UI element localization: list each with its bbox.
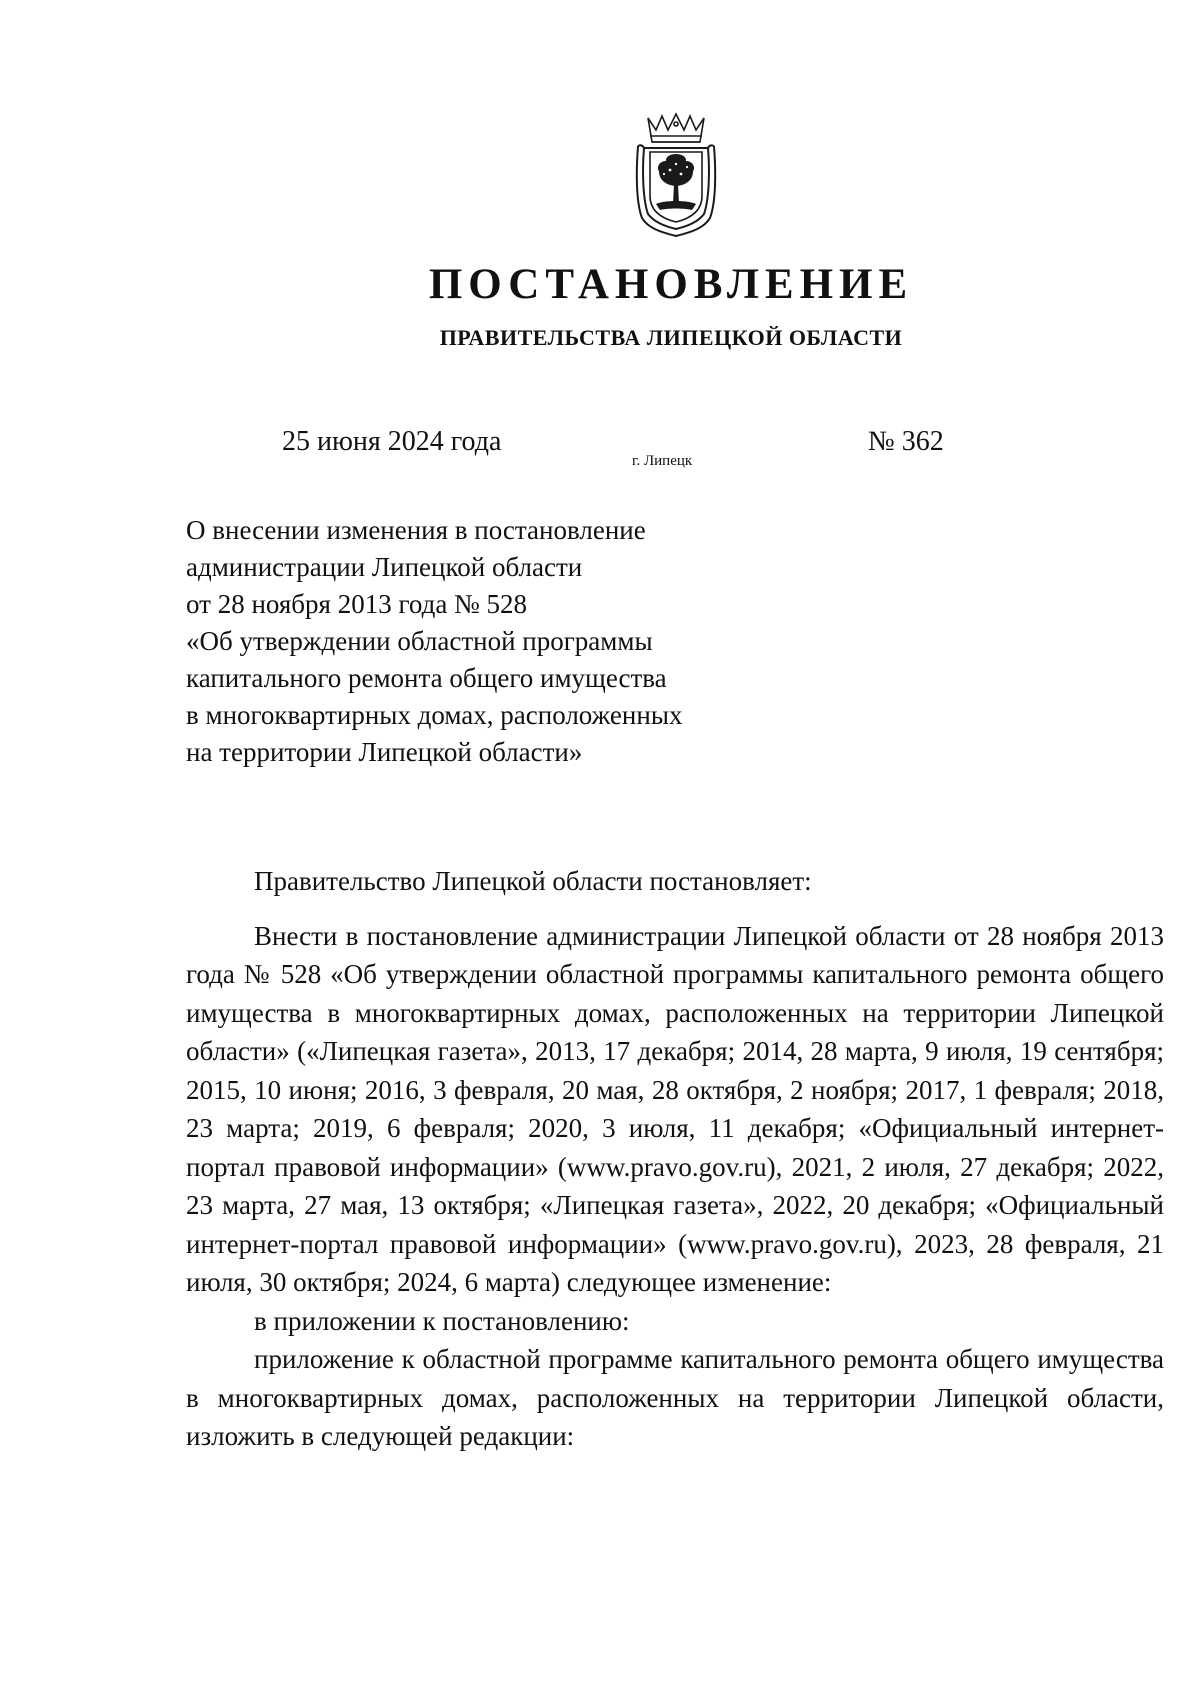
document-heading [186, 512, 806, 771]
heading-line: в многоквартирных домах, расположенных [186, 700, 683, 730]
document-date: 25 июня 2024 года [282, 426, 502, 457]
preamble-paragraph: Правительство Липецкой области постановляет: [254, 866, 812, 896]
heading-line: от 28 ноября 2013 года № 528 [186, 589, 528, 619]
document-city: г. Липецк [632, 453, 693, 469]
document-type-title: ПОСТАНОВЛЕНИЕ [428, 261, 914, 308]
heading-line: капитального ремонта общего имущества [186, 663, 667, 693]
revision-paragraph: приложение к областной программе капитального ремонта общего имущества в многоквартирных домах, расположенных на территории Липецкой области, изложить в следующей редакции: [186, 1344, 1164, 1451]
heading-line: на территории Липецкой области» [186, 737, 583, 767]
appendix-paragraph: в приложении к постановлению: [254, 1305, 630, 1336]
issuer-subtitle: ПРАВИТЕЛЬСТВА ЛИПЕЦКОЙ ОБЛАСТИ [439, 325, 903, 350]
document-body [186, 862, 1164, 1456]
coat-of-arms-icon [634, 112, 718, 238]
document-number: № 362 [868, 426, 944, 457]
heading-line: администрации Липецкой области [186, 552, 583, 582]
amendment-paragraph: Внести в постановление администрации Липецкой области от 28 ноября 2013 года № 528 «Об утверждении областной программы капитального ремонта общего имущества в многоквартирных домах, расположенных на территории Липецкой области» («Липецкая газета», 2013, 17 декабря; 2014, 28 марта, 9 июля, 19 сентября; 2015, 10 июня; 2016, 3 февраля, 20 мая, 28 октября, 2 ноября; 2017, 1 февраля; 2018, 23 марта; 2019, 6 февраля; 2020, 3 июля, 11 декабря; «Официальный интернет-портал правовой информации» (www.pravo.gov.ru), 2021, 2 июля, 27 декабря; 2022, 23 марта, 27 мая, 13 октября; «Липецкая газета», 2022, 20 декабря; «Официальный интернет-портал правовой информации» (www.pravo.gov.ru), 2023, 28 февраля, 21 июля, 30 октября; 2024, 6 марта) следующее изменение: [186, 920, 1164, 1297]
heading-line: «Об утверждении областной программы [186, 626, 653, 656]
heading-line: О внесении изменения в постановление [186, 515, 646, 545]
